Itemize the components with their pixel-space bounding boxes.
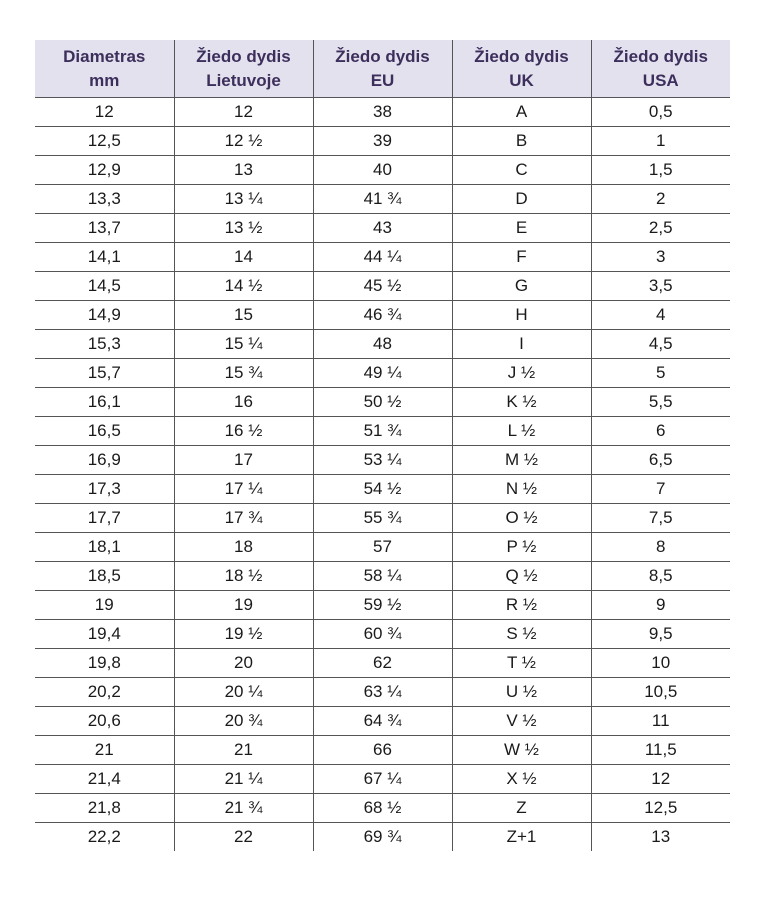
cell-size-uk: Z+1 — [452, 823, 591, 852]
cell-size-usa: 6 — [591, 417, 730, 446]
header-size-usa — [591, 40, 730, 98]
table-row — [35, 678, 730, 707]
cell-size-uk: C — [452, 156, 591, 185]
cell-size-eu: 45 ½ — [313, 272, 452, 301]
cell-diameter-mm: 15,7 — [35, 359, 174, 388]
cell-size-lithuania: 14 — [174, 243, 313, 272]
cell-size-uk: K ½ — [452, 388, 591, 417]
header-line1: Diametras — [63, 46, 146, 66]
table-row — [35, 533, 730, 562]
table-row — [35, 562, 730, 591]
cell-size-uk: F — [452, 243, 591, 272]
cell-diameter-mm: 13,7 — [35, 214, 174, 243]
header-line2: EU — [370, 70, 395, 90]
cell-size-eu: 39 — [313, 127, 452, 156]
cell-size-lithuania: 21 ¼ — [174, 765, 313, 794]
cell-size-eu: 59 ½ — [313, 591, 452, 620]
cell-size-uk: X ½ — [452, 765, 591, 794]
cell-size-lithuania: 17 ¼ — [174, 475, 313, 504]
cell-size-usa: 11 — [591, 707, 730, 736]
cell-size-lithuania: 18 ½ — [174, 562, 313, 591]
cell-size-lithuania: 20 ¾ — [174, 707, 313, 736]
cell-size-eu: 50 ½ — [313, 388, 452, 417]
cell-diameter-mm: 21 — [35, 736, 174, 765]
cell-size-lithuania: 12 ½ — [174, 127, 313, 156]
cell-diameter-mm: 20,2 — [35, 678, 174, 707]
cell-size-eu: 40 — [313, 156, 452, 185]
cell-size-eu: 57 — [313, 533, 452, 562]
table-row — [35, 388, 730, 417]
cell-size-usa: 11,5 — [591, 736, 730, 765]
cell-size-eu: 46 ¾ — [313, 301, 452, 330]
cell-size-uk: Z — [452, 794, 591, 823]
header-line1: Žiedo dydis — [474, 46, 569, 66]
cell-size-usa: 7,5 — [591, 504, 730, 533]
cell-diameter-mm: 16,9 — [35, 446, 174, 475]
cell-size-eu: 48 — [313, 330, 452, 359]
table-row — [35, 301, 730, 330]
cell-size-uk: O ½ — [452, 504, 591, 533]
cell-size-eu: 44 ¼ — [313, 243, 452, 272]
cell-size-lithuania: 15 — [174, 301, 313, 330]
cell-size-uk: V ½ — [452, 707, 591, 736]
cell-size-usa: 5,5 — [591, 388, 730, 417]
cell-size-usa: 8 — [591, 533, 730, 562]
table-row — [35, 620, 730, 649]
header-line2: mm — [89, 70, 120, 90]
cell-diameter-mm: 13,3 — [35, 185, 174, 214]
cell-size-lithuania: 21 ¾ — [174, 794, 313, 823]
table-row — [35, 765, 730, 794]
cell-diameter-mm: 18,5 — [35, 562, 174, 591]
table-row — [35, 185, 730, 214]
header-line2: USA — [642, 70, 679, 90]
cell-size-uk: T ½ — [452, 649, 591, 678]
cell-size-lithuania: 20 ¼ — [174, 678, 313, 707]
cell-diameter-mm: 20,6 — [35, 707, 174, 736]
cell-size-lithuania: 15 ¼ — [174, 330, 313, 359]
table-row — [35, 504, 730, 533]
cell-size-eu: 38 — [313, 98, 452, 127]
cell-diameter-mm: 17,7 — [35, 504, 174, 533]
cell-size-lithuania: 19 ½ — [174, 620, 313, 649]
cell-diameter-mm: 21,8 — [35, 794, 174, 823]
table-row — [35, 823, 730, 852]
cell-size-eu: 68 ½ — [313, 794, 452, 823]
table-row — [35, 156, 730, 185]
cell-size-lithuania: 17 — [174, 446, 313, 475]
cell-size-uk: L ½ — [452, 417, 591, 446]
table-row — [35, 214, 730, 243]
cell-diameter-mm: 14,5 — [35, 272, 174, 301]
cell-size-usa: 9 — [591, 591, 730, 620]
cell-size-usa: 2 — [591, 185, 730, 214]
cell-size-eu: 51 ¾ — [313, 417, 452, 446]
header-row — [35, 40, 730, 98]
cell-size-eu: 49 ¼ — [313, 359, 452, 388]
cell-size-usa: 5 — [591, 359, 730, 388]
cell-size-usa: 1 — [591, 127, 730, 156]
cell-size-uk: J ½ — [452, 359, 591, 388]
cell-size-uk: M ½ — [452, 446, 591, 475]
cell-size-eu: 67 ¼ — [313, 765, 452, 794]
cell-size-uk: P ½ — [452, 533, 591, 562]
cell-size-lithuania: 16 — [174, 388, 313, 417]
cell-size-usa: 6,5 — [591, 446, 730, 475]
table-row — [35, 475, 730, 504]
header-size-eu — [313, 40, 452, 98]
cell-size-lithuania: 17 ¾ — [174, 504, 313, 533]
cell-size-uk: B — [452, 127, 591, 156]
cell-size-uk: I — [452, 330, 591, 359]
ring-size-table — [35, 40, 730, 851]
cell-size-uk: A — [452, 98, 591, 127]
cell-diameter-mm: 18,1 — [35, 533, 174, 562]
cell-size-usa: 12,5 — [591, 794, 730, 823]
cell-diameter-mm: 12,5 — [35, 127, 174, 156]
header-size-lithuania — [174, 40, 313, 98]
header-line2: Lietuvoje — [206, 70, 281, 90]
cell-diameter-mm: 12 — [35, 98, 174, 127]
cell-size-eu: 53 ¼ — [313, 446, 452, 475]
cell-size-lithuania: 13 ½ — [174, 214, 313, 243]
table-row — [35, 359, 730, 388]
cell-size-usa: 0,5 — [591, 98, 730, 127]
cell-size-uk: G — [452, 272, 591, 301]
cell-diameter-mm: 16,1 — [35, 388, 174, 417]
cell-size-usa: 10 — [591, 649, 730, 678]
cell-size-lithuania: 20 — [174, 649, 313, 678]
cell-size-uk: D — [452, 185, 591, 214]
cell-size-usa: 9,5 — [591, 620, 730, 649]
header-line1: Žiedo dydis — [613, 46, 708, 66]
cell-diameter-mm: 19,8 — [35, 649, 174, 678]
cell-size-usa: 3,5 — [591, 272, 730, 301]
cell-size-uk: U ½ — [452, 678, 591, 707]
cell-size-usa: 3 — [591, 243, 730, 272]
cell-diameter-mm: 21,4 — [35, 765, 174, 794]
cell-size-eu: 55 ¾ — [313, 504, 452, 533]
cell-size-lithuania: 22 — [174, 823, 313, 852]
cell-size-usa: 4,5 — [591, 330, 730, 359]
cell-size-eu: 66 — [313, 736, 452, 765]
cell-size-lithuania: 18 — [174, 533, 313, 562]
cell-size-lithuania: 12 — [174, 98, 313, 127]
cell-size-lithuania: 15 ¾ — [174, 359, 313, 388]
table-row — [35, 707, 730, 736]
cell-diameter-mm: 19,4 — [35, 620, 174, 649]
header-line1: Žiedo dydis — [196, 46, 291, 66]
cell-diameter-mm: 19 — [35, 591, 174, 620]
cell-size-eu: 64 ¾ — [313, 707, 452, 736]
cell-size-lithuania: 16 ½ — [174, 417, 313, 446]
header-line2: UK — [509, 70, 534, 90]
cell-size-uk: R ½ — [452, 591, 591, 620]
cell-diameter-mm: 14,9 — [35, 301, 174, 330]
cell-size-usa: 8,5 — [591, 562, 730, 591]
cell-size-eu: 58 ¼ — [313, 562, 452, 591]
table-row — [35, 649, 730, 678]
cell-size-usa: 4 — [591, 301, 730, 330]
table-row — [35, 417, 730, 446]
cell-size-lithuania: 13 ¼ — [174, 185, 313, 214]
cell-size-uk: S ½ — [452, 620, 591, 649]
cell-size-eu: 63 ¼ — [313, 678, 452, 707]
cell-diameter-mm: 12,9 — [35, 156, 174, 185]
table-body — [35, 98, 730, 852]
table-row — [35, 272, 730, 301]
cell-size-uk: Q ½ — [452, 562, 591, 591]
header-size-uk — [452, 40, 591, 98]
cell-diameter-mm: 17,3 — [35, 475, 174, 504]
table-row — [35, 98, 730, 127]
table-row — [35, 591, 730, 620]
cell-size-lithuania: 21 — [174, 736, 313, 765]
cell-size-lithuania: 14 ½ — [174, 272, 313, 301]
cell-size-uk: W ½ — [452, 736, 591, 765]
cell-size-uk: N ½ — [452, 475, 591, 504]
cell-size-usa: 7 — [591, 475, 730, 504]
table-row — [35, 243, 730, 272]
header-line1: Žiedo dydis — [335, 46, 430, 66]
table-row — [35, 127, 730, 156]
cell-size-eu: 54 ½ — [313, 475, 452, 504]
header-diameter — [35, 40, 174, 98]
cell-size-uk: E — [452, 214, 591, 243]
cell-size-eu: 41 ¾ — [313, 185, 452, 214]
cell-size-usa: 1,5 — [591, 156, 730, 185]
cell-size-usa: 12 — [591, 765, 730, 794]
table-row — [35, 736, 730, 765]
cell-size-usa: 10,5 — [591, 678, 730, 707]
table-row — [35, 446, 730, 475]
cell-diameter-mm: 16,5 — [35, 417, 174, 446]
cell-diameter-mm: 14,1 — [35, 243, 174, 272]
cell-size-eu: 60 ¾ — [313, 620, 452, 649]
table-header — [35, 40, 730, 98]
table-row — [35, 330, 730, 359]
cell-size-lithuania: 13 — [174, 156, 313, 185]
cell-size-eu: 69 ¾ — [313, 823, 452, 852]
cell-size-eu: 62 — [313, 649, 452, 678]
cell-size-usa: 13 — [651, 827, 671, 846]
table-row — [35, 794, 730, 823]
cell-size-eu: 43 — [313, 214, 452, 243]
cell-diameter-mm: 22,2 — [35, 823, 174, 852]
cell-diameter-mm: 15,3 — [35, 330, 174, 359]
cell-size-uk: H — [452, 301, 591, 330]
cell-size-lithuania: 19 — [174, 591, 313, 620]
cell-size-usa: 2,5 — [591, 214, 730, 243]
